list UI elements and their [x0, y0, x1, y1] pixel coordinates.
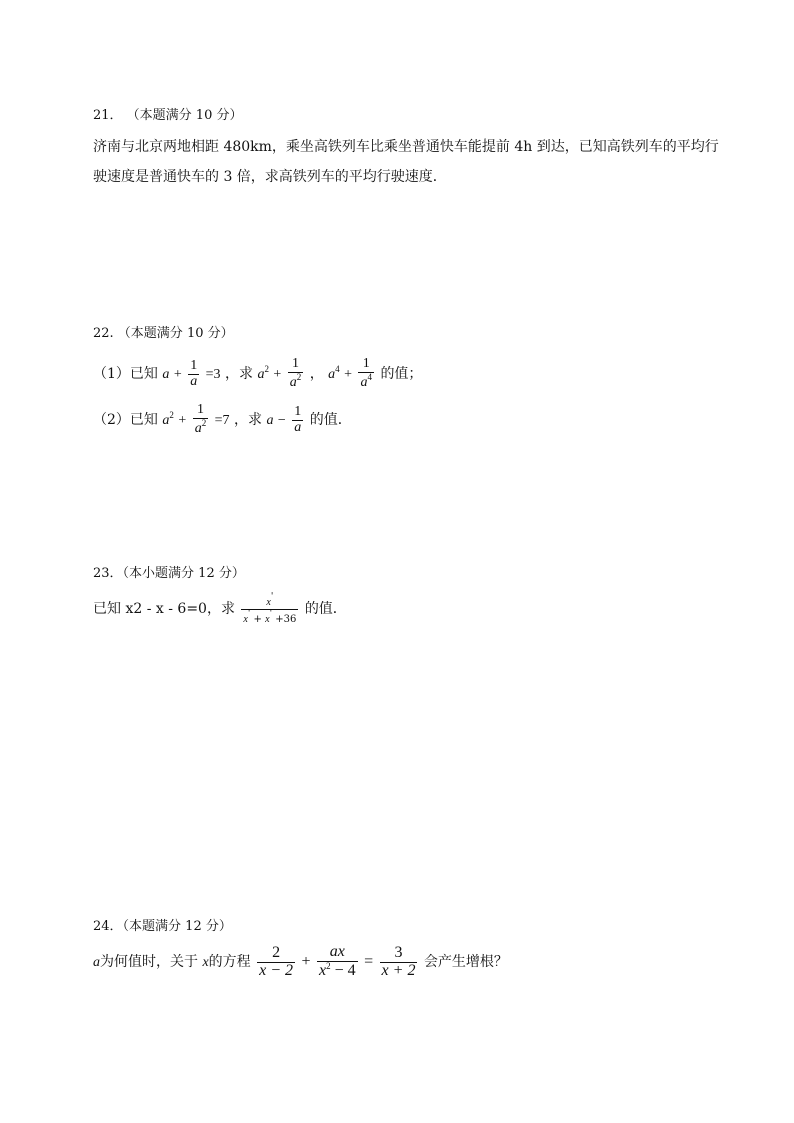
frac-numerator: 1 — [292, 356, 300, 372]
q24-text — [93, 942, 734, 983]
frac-denominator: a — [190, 373, 198, 389]
frac-denominator: $x^2 - 4$ — [318, 961, 356, 979]
frac-numerator: 1 — [362, 356, 370, 372]
question-21 — [93, 104, 734, 192]
question-23 — [93, 562, 734, 627]
q24-text-1: 为何值时，关于 — [100, 954, 198, 970]
q24-text-2: 的方程 — [208, 954, 251, 970]
q22-part1-tail: 的值； — [380, 366, 423, 382]
frac-numerator: x' — [266, 592, 274, 608]
q24-heading: 24．（本题满分 12 分） — [93, 919, 232, 934]
frac-denominator: x − 2 — [259, 961, 294, 979]
q23-text — [93, 591, 734, 627]
q21-text-line2: 驶速度是普通快车的 3 倍，求高铁列车的平均行驶速度． — [93, 169, 447, 185]
q23-tail: 的值． — [304, 601, 347, 617]
math-equals-3: =3 — [205, 367, 221, 382]
frac-denominator: x + 2 — [381, 961, 416, 979]
q22-part1-sep1: ，求 — [225, 366, 253, 382]
q23-heading: 23．（本小题满分 12 分） — [93, 566, 245, 581]
fraction-3-over-x-plus-2 — [380, 945, 418, 980]
fraction-2-over-x-minus-2 — [257, 945, 295, 980]
fraction-ax-over-x2-minus-4 — [317, 944, 358, 980]
fraction-1-over-a — [292, 405, 303, 435]
q22-part1-sep2: ， — [309, 366, 324, 382]
q22-part1-label: （1）已知 — [93, 366, 158, 382]
math-equals-7: =7 — [214, 413, 230, 428]
frac-denominator: a — [194, 421, 202, 436]
math-var-x: x — [202, 955, 209, 970]
frac-numerator: 3 — [394, 943, 403, 961]
exponent-2: 2 — [201, 418, 207, 428]
fraction-1-over-a2 — [193, 403, 209, 436]
q22-part2-label: （2）已知 — [93, 412, 158, 428]
math-var-a: a — [162, 367, 170, 382]
q22-heading: 22. （本题满分 10 分） — [93, 326, 234, 341]
math-minus: − — [277, 413, 286, 428]
frac-denominator: a — [360, 375, 368, 390]
frac-denominator: a — [289, 375, 297, 390]
exponent-2: 2 — [296, 372, 302, 382]
frac-numerator: ax — [329, 943, 345, 961]
math-plus: + — [178, 413, 187, 428]
frac-denominator: x' + x' +36 — [243, 608, 297, 625]
math-plus: + — [301, 953, 311, 970]
question-22 — [93, 322, 734, 439]
math-plus: + — [273, 367, 282, 382]
exponent-4: 4 — [367, 372, 372, 382]
math-equals: = — [364, 953, 374, 970]
q21-text-line1: 济南与北京两地相距 480km，乘坐高铁列车比乘坐普通快车能提前 4h 到达，已知高铁列车的平均行 — [93, 139, 719, 155]
math-var-a: a — [93, 955, 100, 970]
q22-part2-sep: ，求 — [234, 412, 262, 428]
fraction-1-over-a — [188, 359, 199, 389]
frac-numerator: 1 — [190, 357, 198, 373]
q22-part1 — [93, 351, 734, 393]
question-24 — [93, 915, 734, 983]
frac-numerator: 2 — [272, 943, 281, 961]
math-var-a: a — [266, 413, 274, 428]
q22-part2 — [93, 397, 734, 439]
math-var-a: a — [328, 367, 336, 382]
exponent-2: 2 — [264, 364, 269, 374]
math-var-a: a — [162, 413, 170, 428]
exponent-4: 4 — [335, 364, 340, 374]
frac-denominator: a — [294, 419, 302, 435]
math-plus: + — [344, 367, 353, 382]
q23-prefix: 已知 x2 - x - 6=0，求 — [93, 601, 235, 617]
q23-fraction — [241, 593, 298, 625]
exponent-2: 2 — [169, 410, 174, 420]
q21-heading: 21． （本题满分 10 分） — [93, 108, 243, 123]
fraction-1-over-a2 — [288, 357, 304, 390]
fraction-1-over-a4 — [358, 357, 374, 390]
math-var-a: a — [257, 367, 265, 382]
frac-numerator: 1 — [196, 402, 204, 418]
q22-part2-tail: 的值． — [309, 412, 352, 428]
frac-numerator: 1 — [294, 403, 302, 419]
math-plus: + — [173, 367, 182, 382]
q24-tail: 会产生增根？ — [423, 954, 508, 970]
